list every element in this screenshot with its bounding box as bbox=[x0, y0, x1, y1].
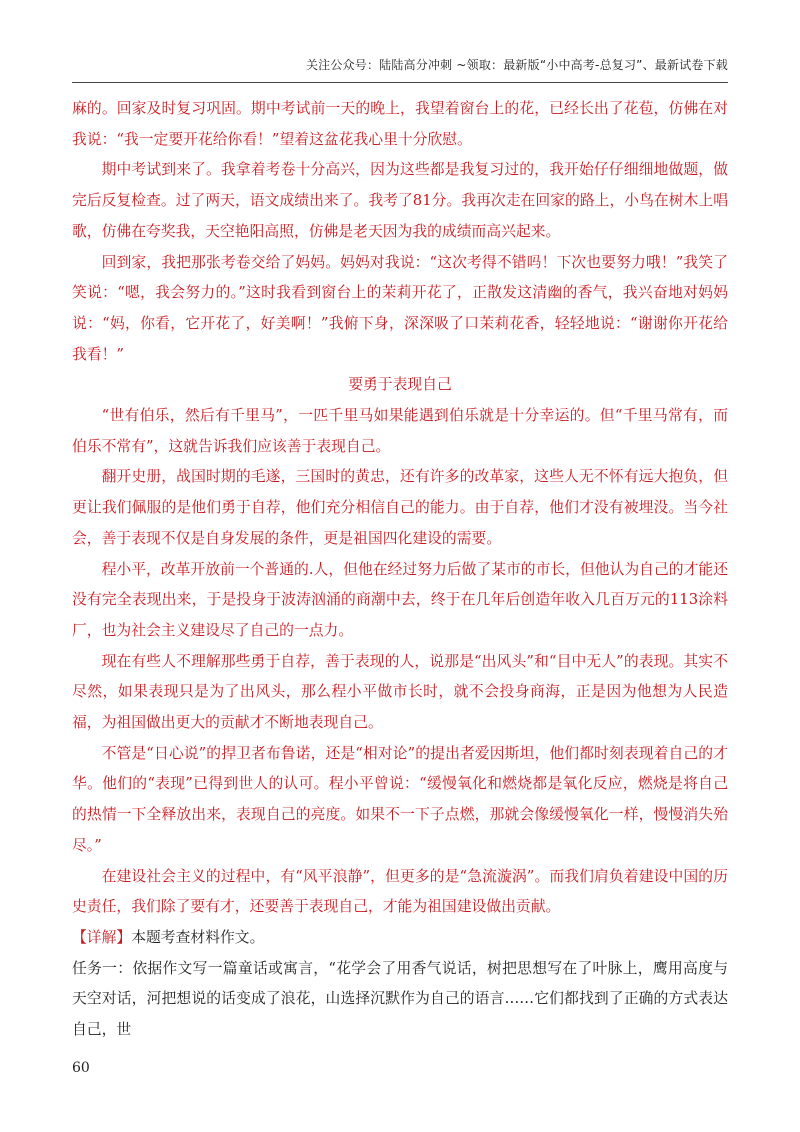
header-divider bbox=[72, 82, 728, 83]
paragraph-continuation: 麻的。回家及时复习巩固。期中考试前一天的晚上，我望着窗台上的花，已经长出了花苞，仿佛在对我说：“我一定要开花给你看！”望着这盆花我心里十分欣慰。 bbox=[72, 100, 728, 148]
paragraph: 现在有些人不理解那些勇于自荐，善于表现的人，说那是“出风头”和“目中无人”的表现。其实不尽然，如果表现只是为了出风头，那么程小平做市长时，就不会投身商海，正是因为他想为人民造福，为祖国做出更大的贡献才不断地表现自己。 bbox=[72, 652, 728, 732]
document-body bbox=[72, 94, 728, 1046]
paragraph: 回到家，我把那张考卷交给了妈妈。妈妈对我说：“这次考得不错吗！下次也要努力哦！”我笑了笑说：“嗯，我会努力的。”这时我看到窗台上的茉莉开花了，正散发这清幽的香气，我兴奋地对妈妈说：“妈，你看，它开花了，好美啊！”我俯下身，深深吸了口茉莉花香，轻轻地说：“谢谢你开花给我看！” bbox=[72, 253, 728, 363]
detail-tag: 【详解】 bbox=[72, 928, 132, 946]
paragraph: 程小平，改革开放前一个普通的.人，但他在经过努力后做了某市的市长，但他认为自己的才能还没有完全表现出来，于是投身于波涛汹涌的商潮中去，终于在几年后创造年收入几百万元的113涂料厂，也为社会主义建设尽了自己的一点力。 bbox=[72, 560, 728, 639]
essay-title: 要勇于表现自己 bbox=[348, 376, 452, 394]
paragraph: “世有伯乐，然后有千里马”，一匹千里马如果能遇到伯乐就是十分幸运的。但“千里马常有，而伯乐不常有”，这就告诉我们应该善于表现自己。 bbox=[72, 407, 728, 455]
paragraph: 翻开史册，战国时期的毛遂，三国时的黄忠，还有许多的改革家，这些人无不怀有远大抱负，但更让我们佩服的是他们勇于自荐，他们充分相信自己的能力。由于自荐，他们才没有被埋没。当今社会，善于表现不仅是自身发展的条件，更是祖国四化建设的需要。 bbox=[72, 468, 728, 547]
detail-paragraph bbox=[72, 923, 728, 954]
detail-text: 本题考查材料作文。 bbox=[131, 928, 265, 946]
page-header: 关注公众号：陆陆高分冲刺 ~领取：最新版“小中高考-总复习”、最新试卷下载 bbox=[305, 58, 728, 72]
paragraph: 在建设社会主义的过程中，有“风平浪静”，但更多的是“急流漩涡”。而我们肩负着建设中国的历史责任，我们除了要有才，还要善于表现自己，才能为祖国建设做出贡献。 bbox=[72, 867, 728, 916]
paragraph: 不管是“日心说”的捍卫者布鲁诺，还是“相对论”的提出者爱因斯坦，他们都时刻表现着自己的才华。他们的“表现”已得到世人的认可。程小平曾说：“缓慢氧化和燃烧都是氧化反应，燃烧是将自己的热情一下全释放出来，表现自己的亮度。如果不一下子点燃，那就会像缓慢氧化一样，慢慢消失殆尽。” bbox=[72, 744, 728, 854]
page-number: 60 bbox=[72, 1060, 90, 1076]
task-paragraph: 任务一：依据作文写一篇童话或寓言，“花学会了用香气说话，树把思想写在了叶脉上，鹰用高度与天空对话，河把想说的话变成了浪花，山选择沉默作为自己的语言……它们都找到了正确的方式表达自己，世 bbox=[72, 959, 728, 1039]
paragraph: 期中考试到来了。我拿着考卷十分高兴，因为这些都是我复习过的，我开始仔仔细细地做题，做完后反复检查。过了两天，语文成绩出来了。我考了81分。我再次走在回家的路上，小鸟在树木上唱歌，仿佛在夸奖我，天空艳阳高照，仿佛是老天因为我的成绩而高兴起来。 bbox=[72, 161, 728, 240]
